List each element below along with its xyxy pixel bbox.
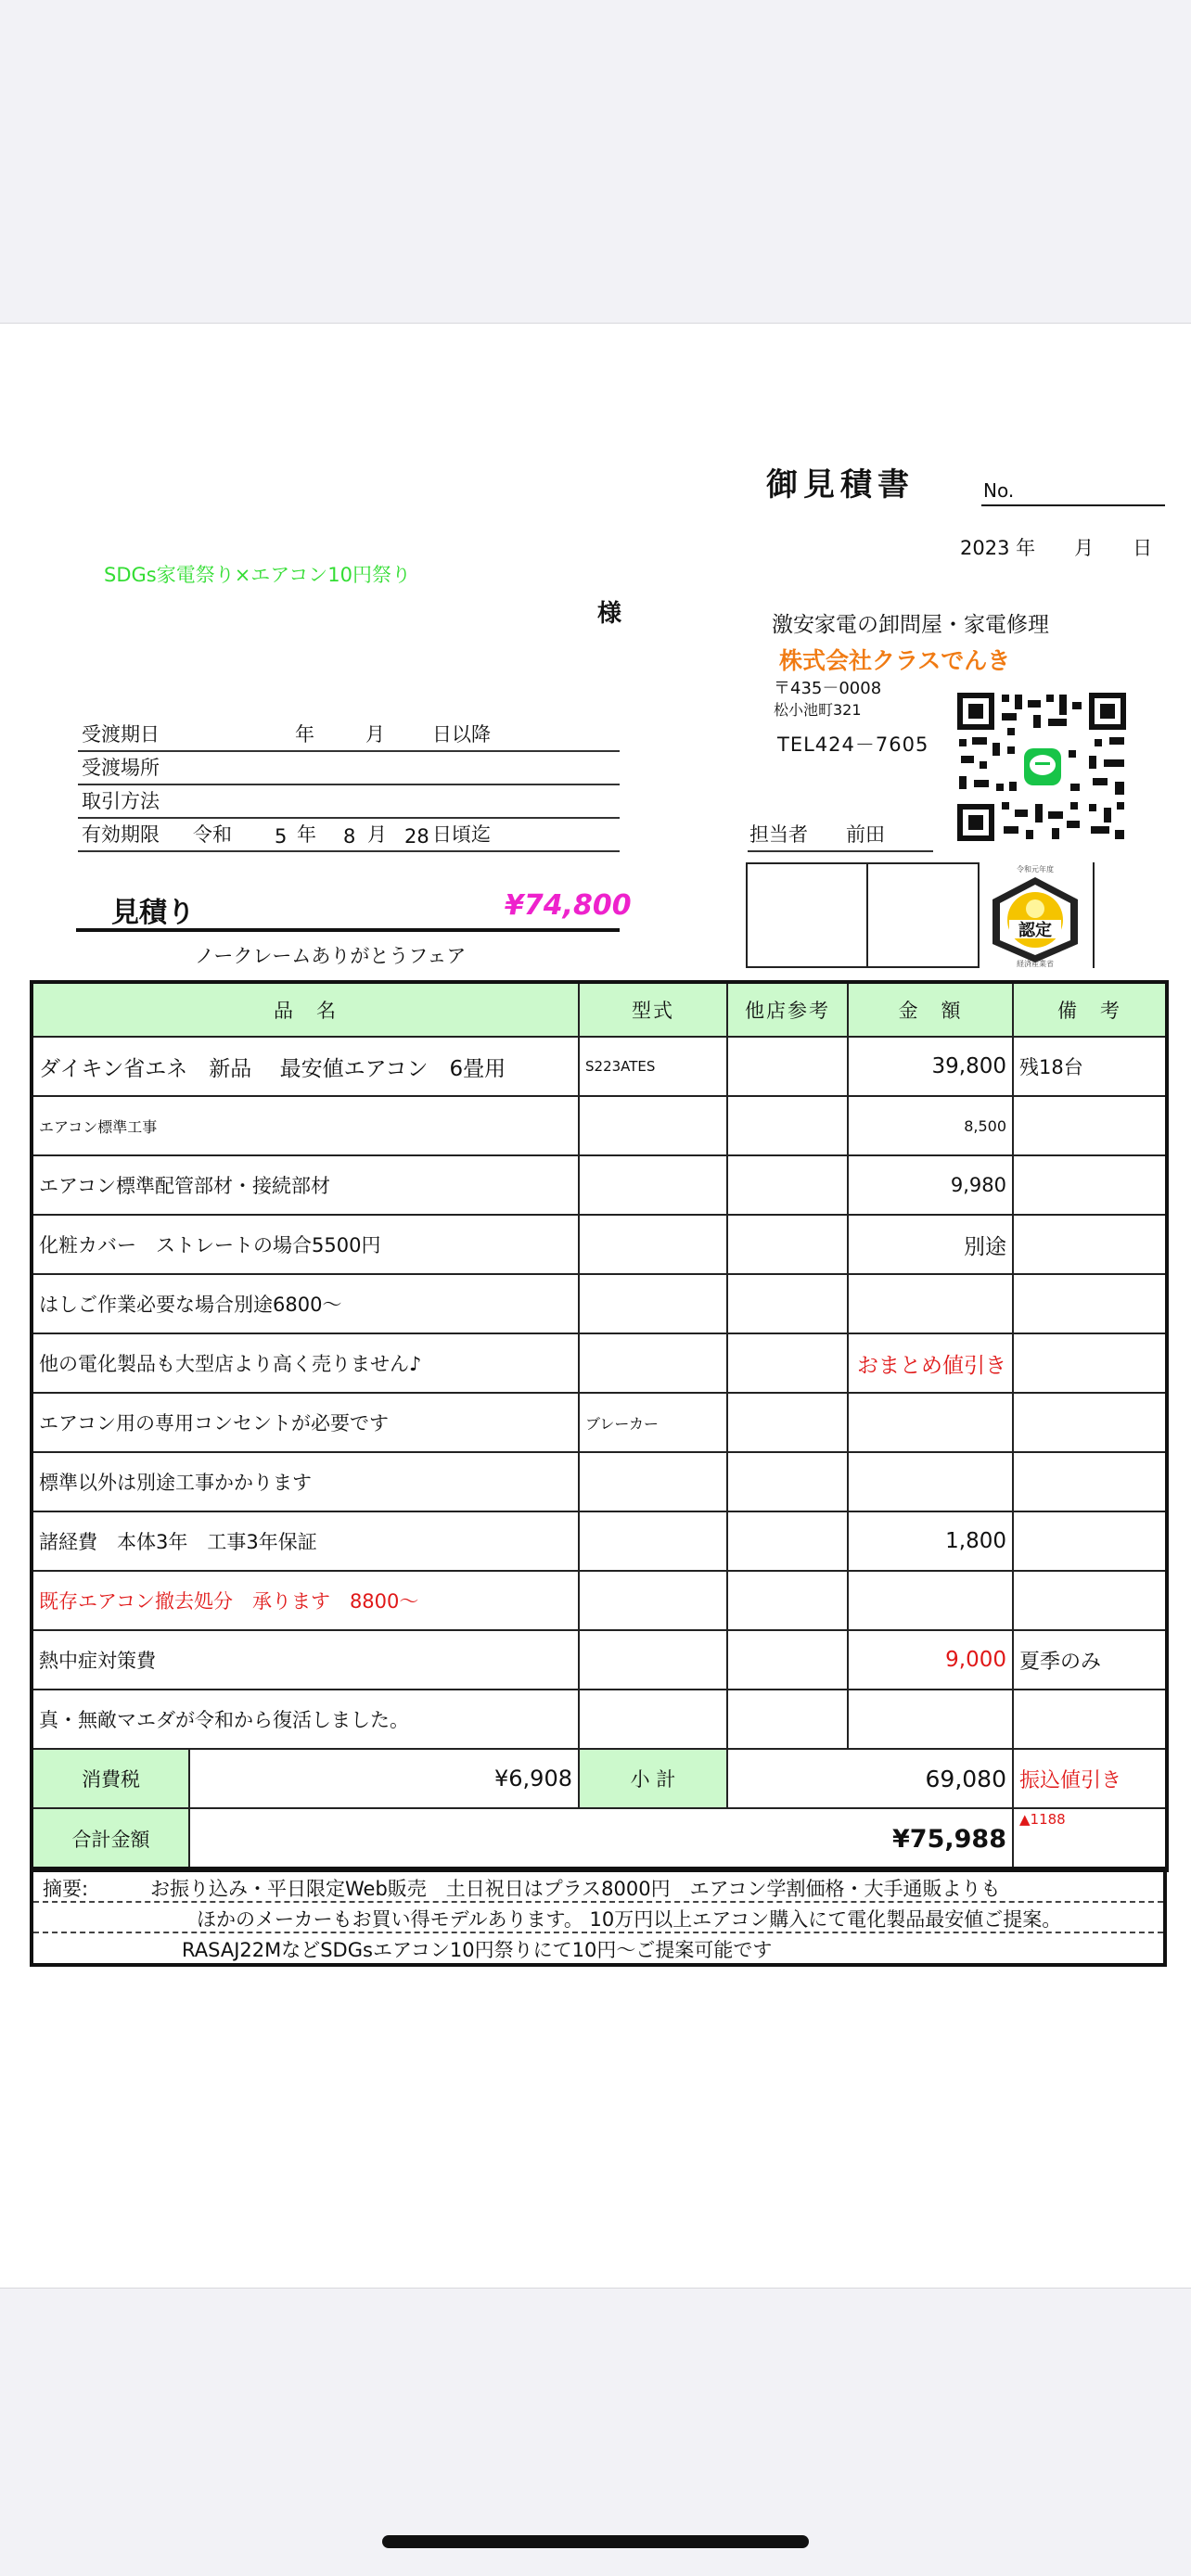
header-reference: 他店参考	[727, 982, 848, 1037]
staff-label: 担当者	[749, 823, 808, 846]
table-row	[32, 1571, 1167, 1630]
item-amount: 9,000	[848, 1630, 1013, 1690]
remarks-divider	[33, 1932, 1163, 1933]
table-row	[32, 1452, 1167, 1511]
table-row	[32, 1393, 1167, 1452]
staff-name: 前田	[846, 823, 885, 846]
item-note	[1013, 1393, 1167, 1452]
table-row	[32, 1630, 1167, 1690]
table-row	[32, 1511, 1167, 1571]
company-zip: 〒435－0008	[774, 679, 882, 698]
item-reference	[727, 1155, 848, 1215]
delivery-date-year: 年	[295, 723, 314, 746]
validity-label: 有効期限	[82, 823, 160, 846]
item-model	[579, 1215, 727, 1274]
item-amount	[848, 1690, 1013, 1749]
item-name: 標準以外は別途工事かかります	[32, 1452, 579, 1511]
item-note	[1013, 1571, 1167, 1630]
header-item-name: 品 名	[32, 982, 579, 1037]
item-amount: 39,800	[848, 1037, 1013, 1096]
seal-box-2	[864, 862, 980, 968]
item-name: 熱中症対策費	[32, 1630, 579, 1690]
company-address: 松小池町321	[774, 701, 862, 719]
payment-method-label: 取引方法	[82, 790, 160, 812]
validity-row	[78, 819, 620, 852]
item-model	[579, 1096, 727, 1155]
item-reference	[727, 1393, 848, 1452]
item-note: 夏季のみ	[1013, 1630, 1167, 1690]
number-label: No.	[983, 479, 1015, 502]
qr-code-icon	[955, 691, 1128, 843]
issue-date: 2023 年 月 日	[960, 537, 1153, 559]
certification-badge-icon	[978, 862, 1093, 968]
table-row	[32, 1333, 1167, 1393]
tax-label: 消費税	[32, 1749, 189, 1808]
badge-bottom-text: 経済産業省	[1017, 960, 1054, 968]
item-name: エアコン標準配管部材・接続部材	[32, 1155, 579, 1215]
item-reference	[727, 1333, 848, 1393]
item-amount: おまとめ値引き	[848, 1333, 1013, 1393]
item-name: 諸経費 本体3年 工事3年保証	[32, 1511, 579, 1571]
subtotal-row	[32, 1749, 1167, 1808]
item-name: ダイキン省エネ 新品 最安値エアコン 6畳用	[32, 1037, 579, 1096]
validity-suffix: 日頃迄	[432, 823, 491, 846]
validity-year-value: 5	[275, 825, 288, 848]
remarks-label: 摘要:	[43, 1878, 89, 1900]
subtotal-value: 69,080	[727, 1749, 1013, 1808]
item-name: エアコン用の専用コンセントが必要です	[32, 1393, 579, 1452]
item-note: 残18台	[1013, 1037, 1167, 1096]
item-reference	[727, 1037, 848, 1096]
item-model: S223ATES	[579, 1037, 727, 1096]
home-indicator[interactable]	[382, 2535, 809, 2548]
item-amount	[848, 1571, 1013, 1630]
item-model	[579, 1511, 727, 1571]
company-name: 株式会社クラスでんき	[779, 647, 1011, 674]
payment-method-row	[78, 785, 620, 819]
table-row	[32, 1274, 1167, 1333]
item-model	[579, 1630, 727, 1690]
item-reference	[727, 1630, 848, 1690]
remarks-box	[30, 1867, 1167, 1967]
estimate-document	[0, 323, 1191, 2289]
summary-underline	[76, 928, 620, 932]
item-amount: 別途	[848, 1215, 1013, 1274]
summary-total: ¥74,800	[505, 889, 632, 922]
delivery-date-month: 月	[365, 723, 385, 746]
item-reference	[727, 1274, 848, 1333]
subtotal-label: 小 計	[579, 1749, 727, 1808]
item-model	[579, 1571, 727, 1630]
quote-table	[30, 980, 1169, 1872]
item-note	[1013, 1452, 1167, 1511]
item-reference	[727, 1511, 848, 1571]
total-row	[32, 1808, 1167, 1870]
item-name: エアコン標準工事	[32, 1096, 579, 1155]
delivery-place-label: 受渡場所	[82, 757, 160, 779]
item-name: 既存エアコン撤去処分 承ります 8800～	[32, 1571, 579, 1630]
item-amount: 9,980	[848, 1155, 1013, 1215]
summary-label: 見積り	[111, 897, 195, 929]
table-row	[32, 1096, 1167, 1155]
header-model: 型式	[579, 982, 727, 1037]
company-tagline: 激安家電の卸問屋・家電修理	[772, 613, 1049, 637]
item-reference	[727, 1452, 848, 1511]
table-row	[32, 1215, 1167, 1274]
header-note: 備 考	[1013, 982, 1167, 1037]
item-reference	[727, 1571, 848, 1630]
item-model	[579, 1155, 727, 1215]
item-amount	[848, 1393, 1013, 1452]
validity-era: 令和	[193, 823, 232, 846]
validity-month-value: 8	[343, 825, 356, 848]
discount-label: 振込値引き	[1013, 1749, 1167, 1808]
item-note	[1013, 1690, 1167, 1749]
remarks-line-3: RASAJ22MなどSDGsエアコン10円祭りにて10円～ご提案可能です	[182, 1939, 773, 1961]
delivery-date-label: 受渡期日	[82, 723, 160, 746]
item-note	[1013, 1215, 1167, 1274]
total-label: 合計金額	[32, 1808, 189, 1870]
item-amount: 8,500	[848, 1096, 1013, 1155]
item-name: 化粧カバー ストレートの場合5500円	[32, 1215, 579, 1274]
item-name: 他の電化製品も大型店より高く売りません♪	[32, 1333, 579, 1393]
item-model: ブレーカー	[579, 1393, 727, 1452]
document-title: 御見積書	[766, 466, 915, 504]
delivery-date-row	[78, 719, 620, 752]
badge-center-text: 認定	[1018, 921, 1052, 940]
table-row	[32, 1690, 1167, 1749]
delivery-date-suffix: 日以降	[432, 723, 491, 746]
item-reference	[727, 1215, 848, 1274]
staff-row	[748, 819, 933, 852]
item-note	[1013, 1096, 1167, 1155]
table-row	[32, 1037, 1167, 1096]
number-underline	[981, 504, 1165, 506]
total-value: ¥75,988	[189, 1808, 1013, 1870]
validity-month: 月	[367, 823, 387, 846]
item-model	[579, 1452, 727, 1511]
header-amount: 金 額	[848, 982, 1013, 1037]
item-note	[1013, 1155, 1167, 1215]
badge-border	[1093, 862, 1095, 968]
remarks-line-2: ほかのメーカーもお買い得モデルあります。 10万円以上エアコン購入にて電化製品最安値ご提案。	[197, 1908, 1062, 1931]
item-name: はしご作業必要な場合別途6800～	[32, 1274, 579, 1333]
item-reference	[727, 1096, 848, 1155]
item-model	[579, 1333, 727, 1393]
table-row	[32, 1155, 1167, 1215]
campaign-title: SDGs家電祭り×エアコン10円祭り	[104, 564, 411, 586]
honorific: 様	[597, 600, 622, 628]
remarks-line-1: お振り込み・平日限定Web販売 土日祝日はプラス8000円 エアコン学割価格・大手通販よりも	[150, 1878, 1001, 1900]
tax-value: ¥6,908	[189, 1749, 579, 1808]
validity-day-value: 28	[404, 825, 429, 848]
item-model	[579, 1690, 727, 1749]
item-name: 真・無敵マエダが令和から復活しました。	[32, 1690, 579, 1749]
item-note	[1013, 1274, 1167, 1333]
item-note	[1013, 1511, 1167, 1571]
delivery-place-row	[78, 752, 620, 785]
badge-top-text: 令和元年度	[1017, 865, 1054, 874]
company-tel: TEL424－7605	[777, 733, 929, 756]
summary-caption: ノークレームありがとうフェア	[195, 945, 467, 967]
discount-value: ▲1188	[1013, 1808, 1167, 1870]
item-reference	[727, 1690, 848, 1749]
seal-box-1	[746, 862, 868, 968]
item-amount	[848, 1452, 1013, 1511]
remarks-divider	[33, 1901, 1163, 1903]
item-amount	[848, 1274, 1013, 1333]
item-note	[1013, 1333, 1167, 1393]
validity-year: 年	[297, 823, 316, 846]
item-amount: 1,800	[848, 1511, 1013, 1571]
item-model	[579, 1274, 727, 1333]
table-header-row	[32, 982, 1167, 1037]
